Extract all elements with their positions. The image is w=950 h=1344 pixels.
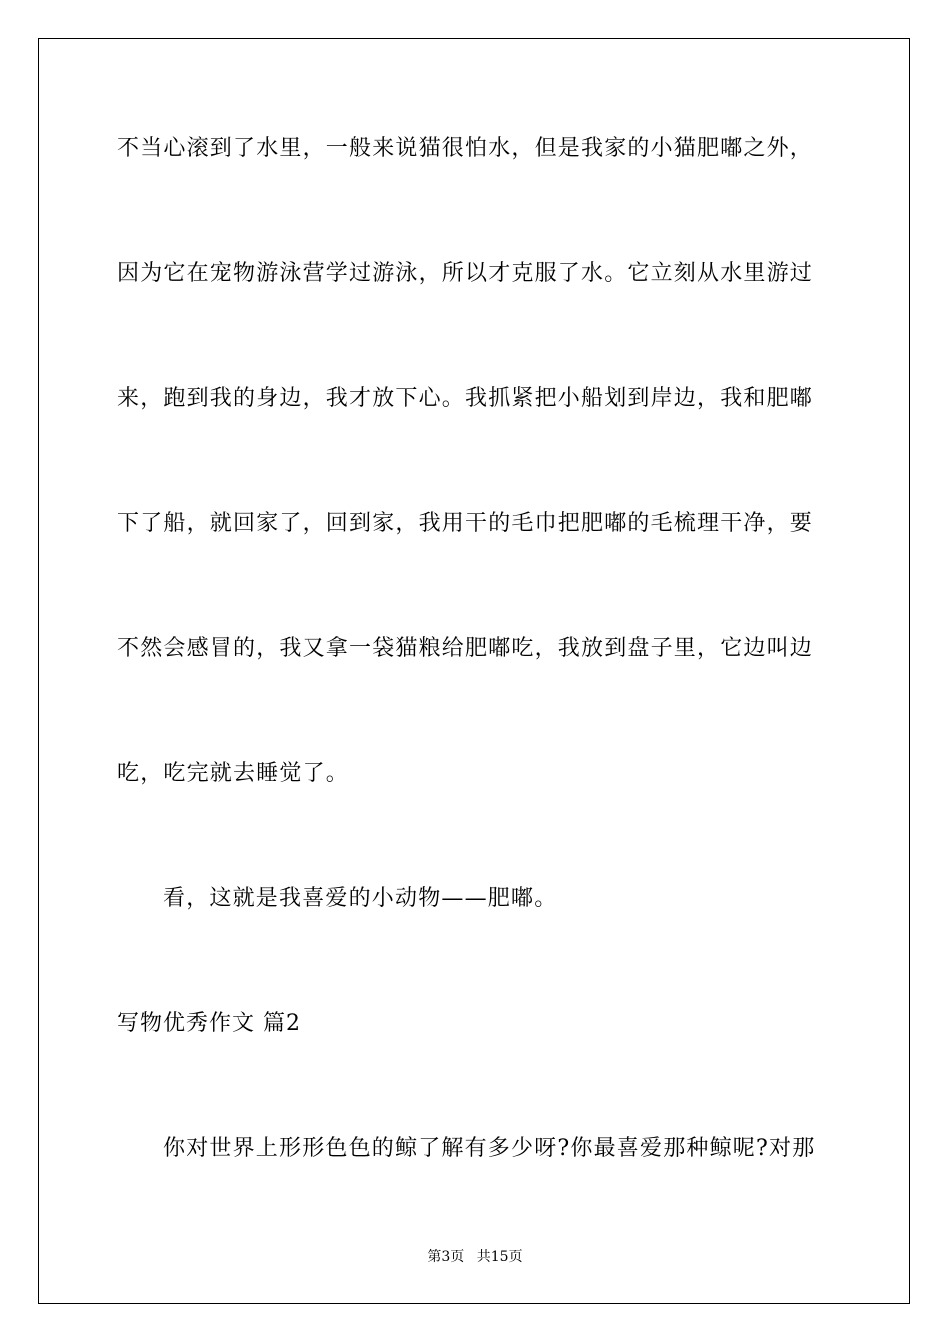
body-text-line: 吃，吃完就去睡觉了。	[117, 761, 350, 786]
body-text-line: 不当心滚到了水里，一般来说猫很怕水，但是我家的小猫肥嘟之外，	[117, 136, 814, 161]
paragraph-start: 你对世界上形形色色的鲸了解有多少呀?你最喜爱那种鲸呢?对那	[163, 1136, 816, 1161]
closing-paragraph: 看，这就是我喜爱的小动物——肥嘟。	[163, 886, 558, 911]
body-text-line: 不然会感冒的，我又拿一袋猫粮给肥嘟吃，我放到盘子里，它边叫边	[117, 636, 814, 661]
page-border	[38, 38, 910, 1304]
body-text-line: 来，跑到我的身边，我才放下心。我抓紧把小船划到岸边，我和肥嘟	[117, 386, 814, 411]
section-heading: 写物优秀作文 篇2	[117, 1011, 301, 1036]
body-text-line: 因为它在宠物游泳营学过游泳，所以才克服了水。它立刻从水里游过	[117, 261, 814, 286]
body-text-line: 下了船，就回家了，回到家，我用干的毛巾把肥嘟的毛梳理干净，要	[117, 511, 814, 536]
page-total: 共15页	[476, 1249, 523, 1265]
page-number: 第3页	[427, 1249, 465, 1265]
page-footer	[0, 1248, 950, 1266]
